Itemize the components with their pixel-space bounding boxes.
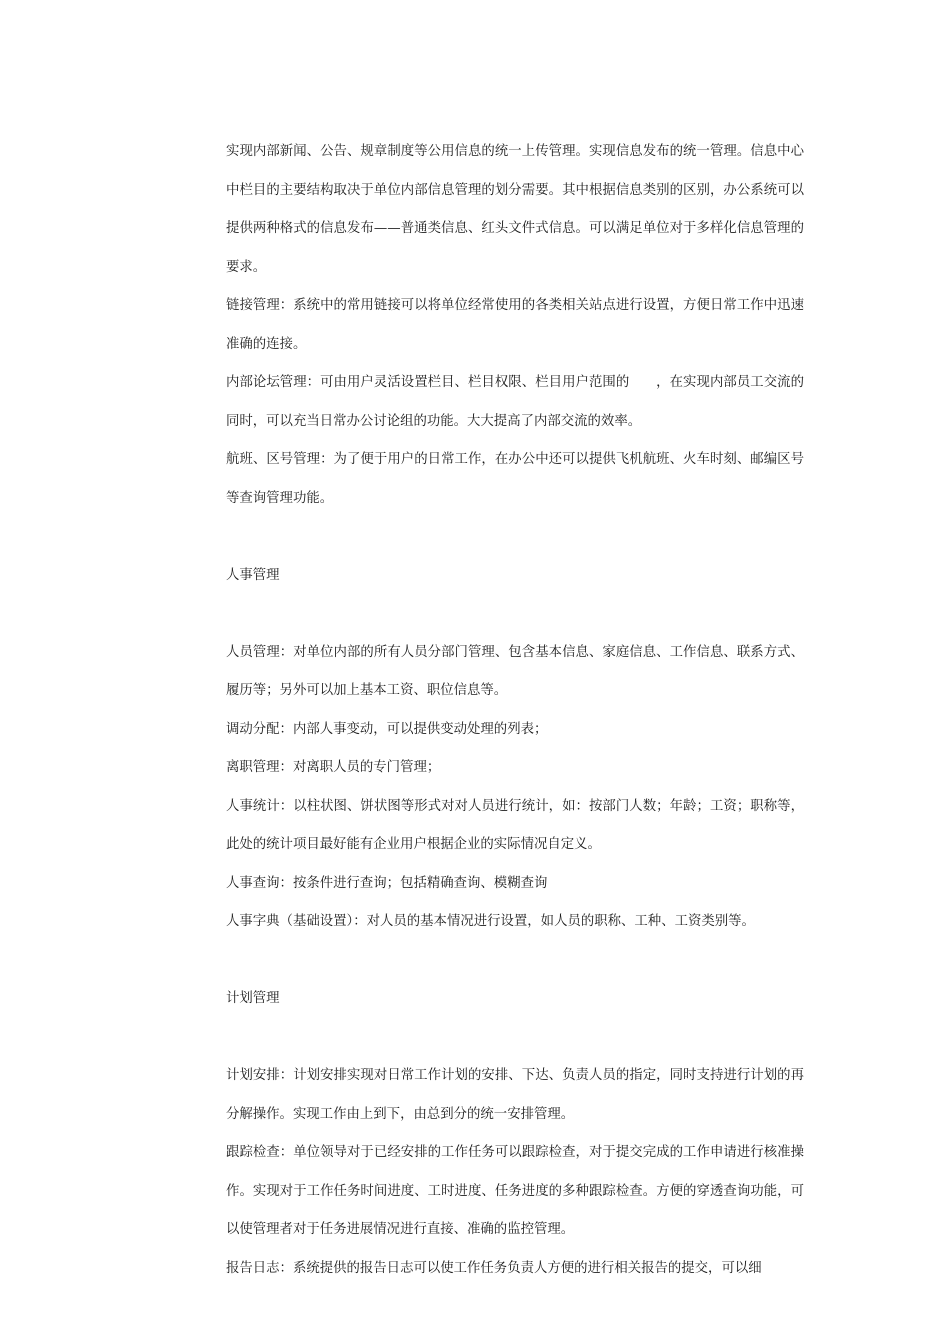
paragraph-forum-management: 内部论坛管理：可由用户灵活设置栏目、栏目权限、栏目用户范围的 ，在实现内部员工交流的同时，可以充当日常办公讨论组的功能。大大提高了内部交流的效率。 [226, 375, 804, 429]
paragraph-link-management: 链接管理：系统中的常用链接可以将单位经常使用的各类相关站点进行设置，方便日常工作中迅速准确的连接。 [226, 298, 804, 352]
section-spacer [226, 942, 804, 981]
section-heading-hr: 人事管理 [226, 567, 280, 583]
paragraph-flight-area-code: 航班、区号管理：为了便于用户的日常工作，在办公中还可以提供飞机航班、火车时刻、邮编区号等查询管理功能。 [226, 452, 804, 506]
section-spacer [226, 518, 804, 557]
paragraph-hr-query: 人事查询：按条件进行查询；包括精确查询、模糊查询 [226, 875, 548, 891]
paragraph-personnel-management: 人员管理：对单位内部的所有人员分部门管理、包含基本信息、家庭信息、工作信息、联系方式、履历等；另外可以加上基本工资、职位信息等。 [226, 644, 804, 698]
heading-spacer [226, 1019, 804, 1058]
paragraph-hr-statistics: 人事统计：以柱状图、饼状图等形式对对人员进行统计，如：按部门人数；年龄；工资；职称等，此处的统计项目最好能有企业用户根据企业的实际情况自定义。 [226, 798, 804, 852]
paragraph-plan-arrangement: 计划安排：计划安排实现对日常工作计划的安排、下达、负责人员的指定，同时支持进行计划的再分解操作。实现工作由上到下，由总到分的统一安排管理。 [226, 1068, 804, 1122]
paragraph-info-release: 实现内部新闻、公告、规章制度等公用信息的统一上传管理。实现信息发布的统一管理。信息中心中栏目的主要结构取决于单位内部信息管理的划分需要。其中根据信息类别的区别，办公系统可以提供两种格式的信息发布——普通类信息、红头文件式信息。可以满足单位对于多样化信息管理的要求。 [226, 144, 804, 275]
section-heading-plan: 计划管理 [226, 991, 280, 1006]
section-plan-management [226, 980, 804, 1288]
paragraph-tracking-check: 跟踪检查：单位领导对于已经安排的工作任务可以跟踪检查，对于提交完成的工作申请进行核准操作。实现对于工作任务时间进度、工时进度、任务进度的多种跟踪检查。方便的穿透查询功能，可以使管理者对于任务进展情况进行直接、准确的监控管理。 [226, 1145, 804, 1237]
paragraph-transfer: 调动分配：内部人事变动，可以提供变动处理的列表； [226, 721, 548, 737]
heading-spacer [226, 595, 804, 634]
paragraph-resignation: 离职管理：对离职人员的专门管理； [226, 760, 441, 775]
document-body [226, 133, 804, 1288]
paragraph-hr-dictionary: 人事字典（基础设置）：对人员的基本情况进行设置，如人员的职称、工种、工资类别等。 [226, 914, 755, 929]
paragraph-report-log: 报告日志：系统提供的报告日志可以使工作任务负责人方便的进行相关报告的提交，可以细 [226, 1260, 762, 1276]
section-hr-management [226, 557, 804, 942]
section-info-center [226, 133, 804, 518]
